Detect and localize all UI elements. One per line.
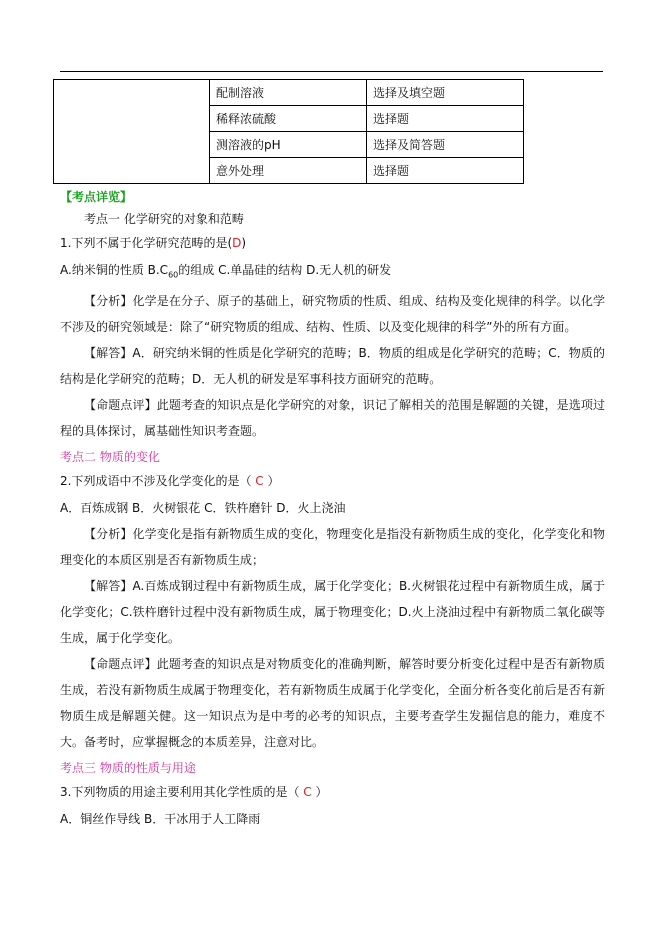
point2-comment: 【命题点评】此题考查的知识点是对物质变化的准确判断，解答时要分析变化过程中是否有新物质生成，若没有新物质生成属于物理变化，若有新物质生成属于化学变化，全面分析各变化前后是否有新物质生成是解题关健。这一知识点为是中考的必考的知识点，主要考查学生发掘信息的能力，难度不大。备考时，应掌握概念的本质差异，注意对比。	[60, 657, 605, 750]
point2-question	[60, 472, 605, 490]
answer-mark: C	[255, 474, 264, 489]
point2-analysis: 【分析】化学变化是指有新物质生成的变化，物理变化是指没有新物质生成的变化，化学变化和物理变化的本质区别是否有新物质生成；	[60, 527, 605, 568]
table-cell-type: 选择题	[367, 158, 524, 184]
point1-analysis: 【分析】化学是在分子、原子的基础上，研究物质的性质、组成、结构及变化规律的科学。以化学不涉及的研究领域是：除了“研究物质的组成、结构、性质、以及变化规律的科学”外的所有方面。	[60, 294, 605, 335]
point2-title: 考点二 物质的变化	[60, 450, 160, 465]
point1-title: 考点一 化学研究的对象和范畴	[84, 212, 244, 226]
question-text: 2.下列成语中不涉及化学变化的是（	[60, 474, 256, 489]
table-cell-item: 稀释浓硫酸	[210, 106, 367, 132]
options-text: A.纳米铜的性质 B.C	[60, 263, 169, 277]
header-rule	[60, 71, 603, 72]
point2-solution: 【解答】A.百炼成钢过程中有新物质生成，属于化学变化；B.火树银花过程中有新物质生成，属于化学变化；C.铁杵磨针过程中没有新物质生成，属于物理变化；D.火上浇油过程中有新物质二氧化碳等生成，属于化学变化。	[60, 579, 605, 646]
table-cell-type: 选择及填空题	[367, 80, 524, 106]
options-subscript: 60	[168, 270, 179, 280]
question-text-end: ）	[263, 474, 280, 489]
table-cell-type: 选择及简答题	[367, 132, 524, 158]
table-cell-item: 测溶液的pH	[210, 132, 367, 158]
answer-mark: C	[303, 785, 312, 800]
question-text-end: )	[241, 236, 247, 250]
point2-options: A．百炼成钢 B．火树银花 C．铁杵磨针 D．火上浇油	[60, 501, 346, 516]
document-body	[60, 188, 605, 832]
exam-topic-table	[53, 79, 524, 184]
answer-mark: D	[232, 236, 242, 250]
question-text-end: ）	[311, 785, 328, 800]
table-cell-item: 意外处理	[210, 158, 367, 184]
point1-options	[60, 261, 605, 284]
section-title: 【考点详览】	[60, 190, 133, 204]
point3-question	[60, 783, 605, 801]
question-text: 3.下列物质的用途主要利用其化学性质的是（	[60, 785, 304, 800]
point1-solution: 【解答】A．研究纳米铜的性质是化学研究的范畴；B．物质的组成是化学研究的范畴；C．物质的结构是化学研究的范畴；D．无人机的研发是军事科技方面研究的范畴。	[60, 346, 605, 387]
question-text: 1.下列不属于化学研究范畴的是(	[60, 236, 233, 250]
table-cell-item: 配制溶液	[210, 80, 367, 106]
table-merged-cell	[54, 80, 210, 184]
table-cell-type: 选择题	[367, 106, 524, 132]
table-row	[54, 80, 524, 106]
point3-options: A．铜丝作导线 B．干冰用于人工降雨	[60, 812, 261, 827]
point1-comment: 【命题点评】此题考查的知识点是化学研究的对象，识记了解相关的范围是解题的关键，是选项过程的具体探讨，属基础性知识考查题。	[60, 398, 605, 439]
point3-title: 考点三 物质的性质与用途	[60, 761, 196, 776]
point1-question	[60, 234, 605, 252]
options-text-end: 的组成 C.单晶硅的结构 D.无人机的研发	[178, 263, 392, 277]
